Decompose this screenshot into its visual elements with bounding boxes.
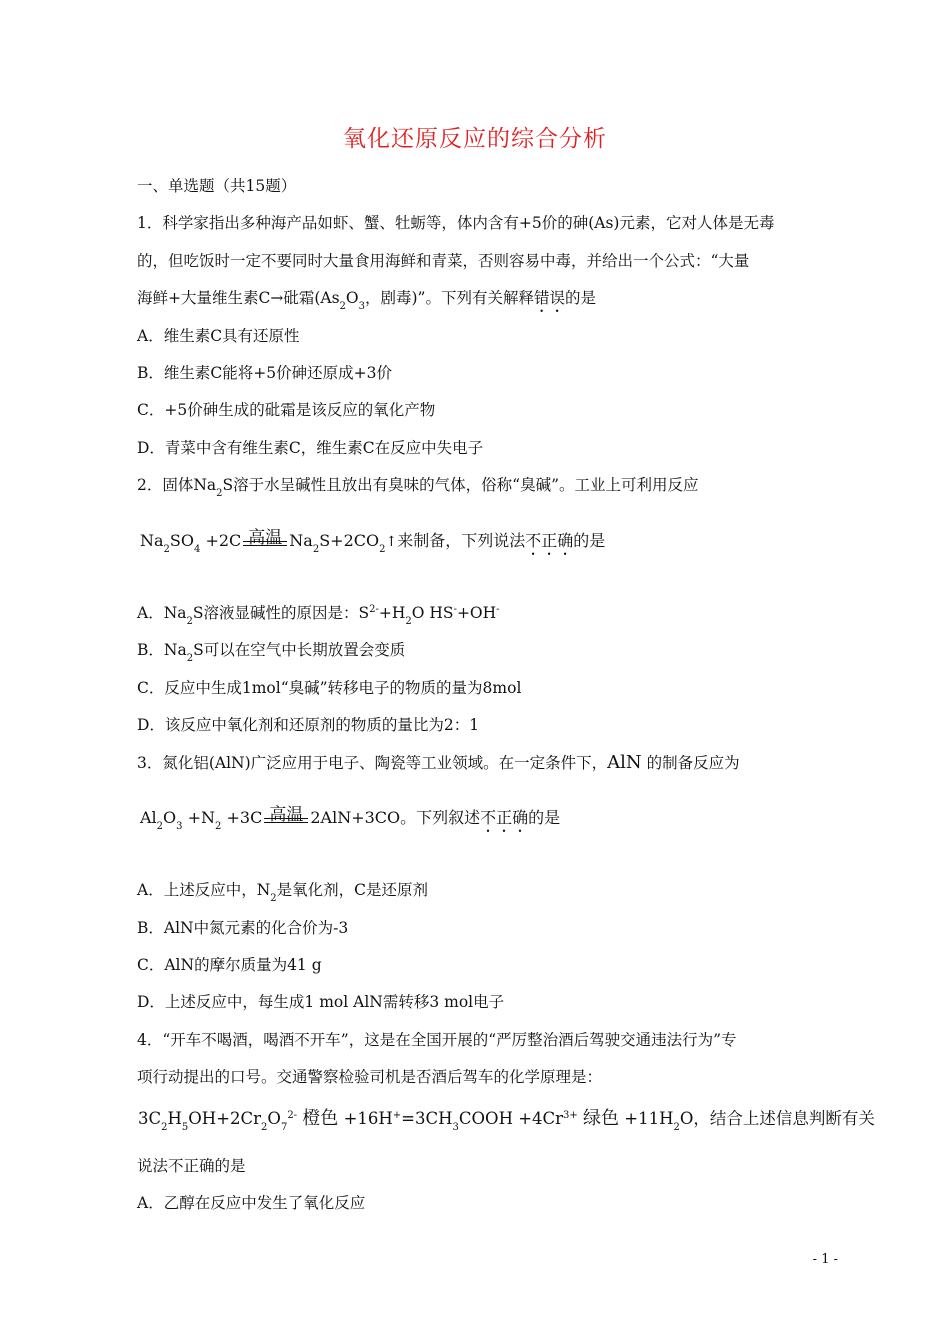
emphasis-not-correct: 不正确	[525, 531, 574, 550]
q3-equation	[140, 805, 560, 836]
q3-a-text: 是氧化剂，C是还原剂	[276, 881, 429, 899]
q4-line-2: 项行动提出的口号。交通警察检验司机是否酒后驾车的化学原理是：	[137, 1068, 603, 1086]
q3-option-b: B．AlN中氮元素的化合价为-3	[137, 919, 349, 937]
gas-arrow-icon: ↑	[385, 534, 398, 550]
q3-option-a: A．上述反应中，$N_2$是氧化剂，C是还原剂	[137, 881, 429, 904]
reaction-condition	[264, 805, 308, 825]
q2-b-text: S可以在空气中长期放置会变质	[193, 641, 406, 659]
q1-option-a: A．维生素C具有还原性	[137, 327, 300, 345]
formula: $Na_2SO_4 +2C$	[140, 531, 242, 555]
formula: $Al_2O_3 +N_2 +3C$	[140, 808, 263, 832]
q3-line-1-start: 3．氮化铝(AlN)广泛应用于电子、陶瓷等工业领域。在一定条件下，	[137, 754, 608, 772]
section-heading: 一、单选题（共15题）	[137, 177, 297, 195]
q3-formula-aln: AlN	[607, 752, 642, 773]
formula: $+16H^+=3CH_3COOH +4Cr^{3+}$	[343, 1109, 578, 1133]
page-number: - 1 -	[812, 1252, 838, 1267]
q2-a-text: S溶液显碱性的原因是：S	[192, 604, 370, 622]
sub-2: 2	[339, 301, 346, 312]
formula: 2AlN+3CO	[310, 808, 401, 827]
q2-a-text: +OH	[456, 604, 497, 622]
q2-a-text: +H	[378, 604, 406, 622]
page-title: 氧化还原反应的综合分析	[343, 126, 607, 152]
color-green-label: 绿色	[583, 1108, 620, 1129]
q2-line-1-end: S溶于水呈碱性且放出有臭味的气体，俗称“臭碱”。工业上可利用反应	[222, 476, 699, 494]
q2-eq-end: 的是	[573, 531, 606, 550]
q2-equation	[140, 528, 605, 559]
q2-option-c: C．反应中生成1mol“臭碱”转移电子的物质的量为8mol	[137, 679, 522, 697]
q2-option-a: A．$Na_2S$溶液显碱性的原因是：$S^{2-}+H_2O$ HS-+OH-	[137, 604, 500, 627]
q3-eq-tail: 。下列叙述	[400, 808, 481, 827]
q4-line-1: 4．“开车不喝酒，喝酒不开车”，这是在全国开展的“严厉整治酒后驾驶交通违法行为”专	[137, 1031, 737, 1049]
q2-option-b: B．$Na_2S$可以在空气中长期放置会变质	[137, 641, 406, 664]
q3-option-c: C．AlN的摩尔质量为41 g	[137, 956, 322, 974]
q2-b-text: B．Na	[137, 641, 187, 659]
q1-line-1: 1．科学家指出多种海产品如虾、蟹、牡蛎等，体内含有+5价的砷(As)元素，它对人体是无毒	[137, 214, 775, 232]
q4-line-4: 说法不正确的是	[137, 1157, 246, 1175]
q1-line-3-end: 的是	[565, 289, 597, 307]
q4-equation	[138, 1104, 875, 1133]
sub-3: 3	[358, 301, 365, 312]
q3-option-d: D．上述反应中，每生成1 mol AlN需转移3 mol电子	[137, 993, 505, 1011]
q1-line-3-text: 海鲜+大量维生素C→砒霜(As	[137, 289, 340, 307]
emphasis-not-correct: 不正确	[480, 808, 529, 827]
sub-2: 2	[216, 488, 223, 499]
q3-a-text: A．上述反应中，N	[137, 881, 271, 899]
color-orange-label: 橙色	[302, 1108, 339, 1129]
reaction-condition	[243, 528, 287, 548]
formula: $3C_2H_5OH+2Cr_2O_7^{2-}$	[138, 1109, 298, 1133]
q1-option-d: D．青菜中含有维生素C，维生素C在反应中失电子	[137, 439, 484, 457]
q3-line-1-end: 的制备反应为	[646, 754, 740, 772]
q1-line-3	[137, 286, 596, 316]
q3-line-1	[137, 751, 740, 773]
q2-eq-tail: 来制备，下列说法	[397, 531, 526, 550]
q2-option-d: D．该反应中氧化剂和还原剂的物质的量比为2：1	[137, 716, 480, 734]
condition-label: 高温	[248, 528, 283, 548]
q2-line-1	[137, 473, 699, 499]
q4-eq-tail: ，结合上述信息判断有关	[693, 1109, 875, 1128]
q1-line-2: 的，但吃饭时一定不要同时大量食用海鲜和青菜，否则容易中毒，并给出一个公式：“大量	[137, 252, 750, 270]
q1-option-c: C．+5价砷生成的砒霜是该反应的氧化产物	[137, 401, 436, 419]
q1-oxygen: O	[345, 289, 359, 307]
formula: $Na_2S+2CO_2$	[289, 531, 386, 555]
condition-label: 高温	[269, 805, 304, 825]
emphasis-error: 错误	[533, 289, 565, 307]
formula: $+11H_2O$	[624, 1109, 694, 1133]
q1-line-3-mid: ，剧毒)”。下列有关解释	[365, 289, 534, 307]
q2-a-text: A．Na	[137, 604, 187, 622]
q4-option-a: A．乙醇在反应中发生了氧化反应	[137, 1194, 366, 1212]
q3-eq-end: 的是	[528, 808, 561, 827]
q2-a-text: O HS	[411, 604, 454, 622]
q2-line-1-start: 2．固体Na	[137, 476, 217, 494]
q1-option-b: B．维生素C能将+5价砷还原成+3价	[137, 364, 392, 382]
